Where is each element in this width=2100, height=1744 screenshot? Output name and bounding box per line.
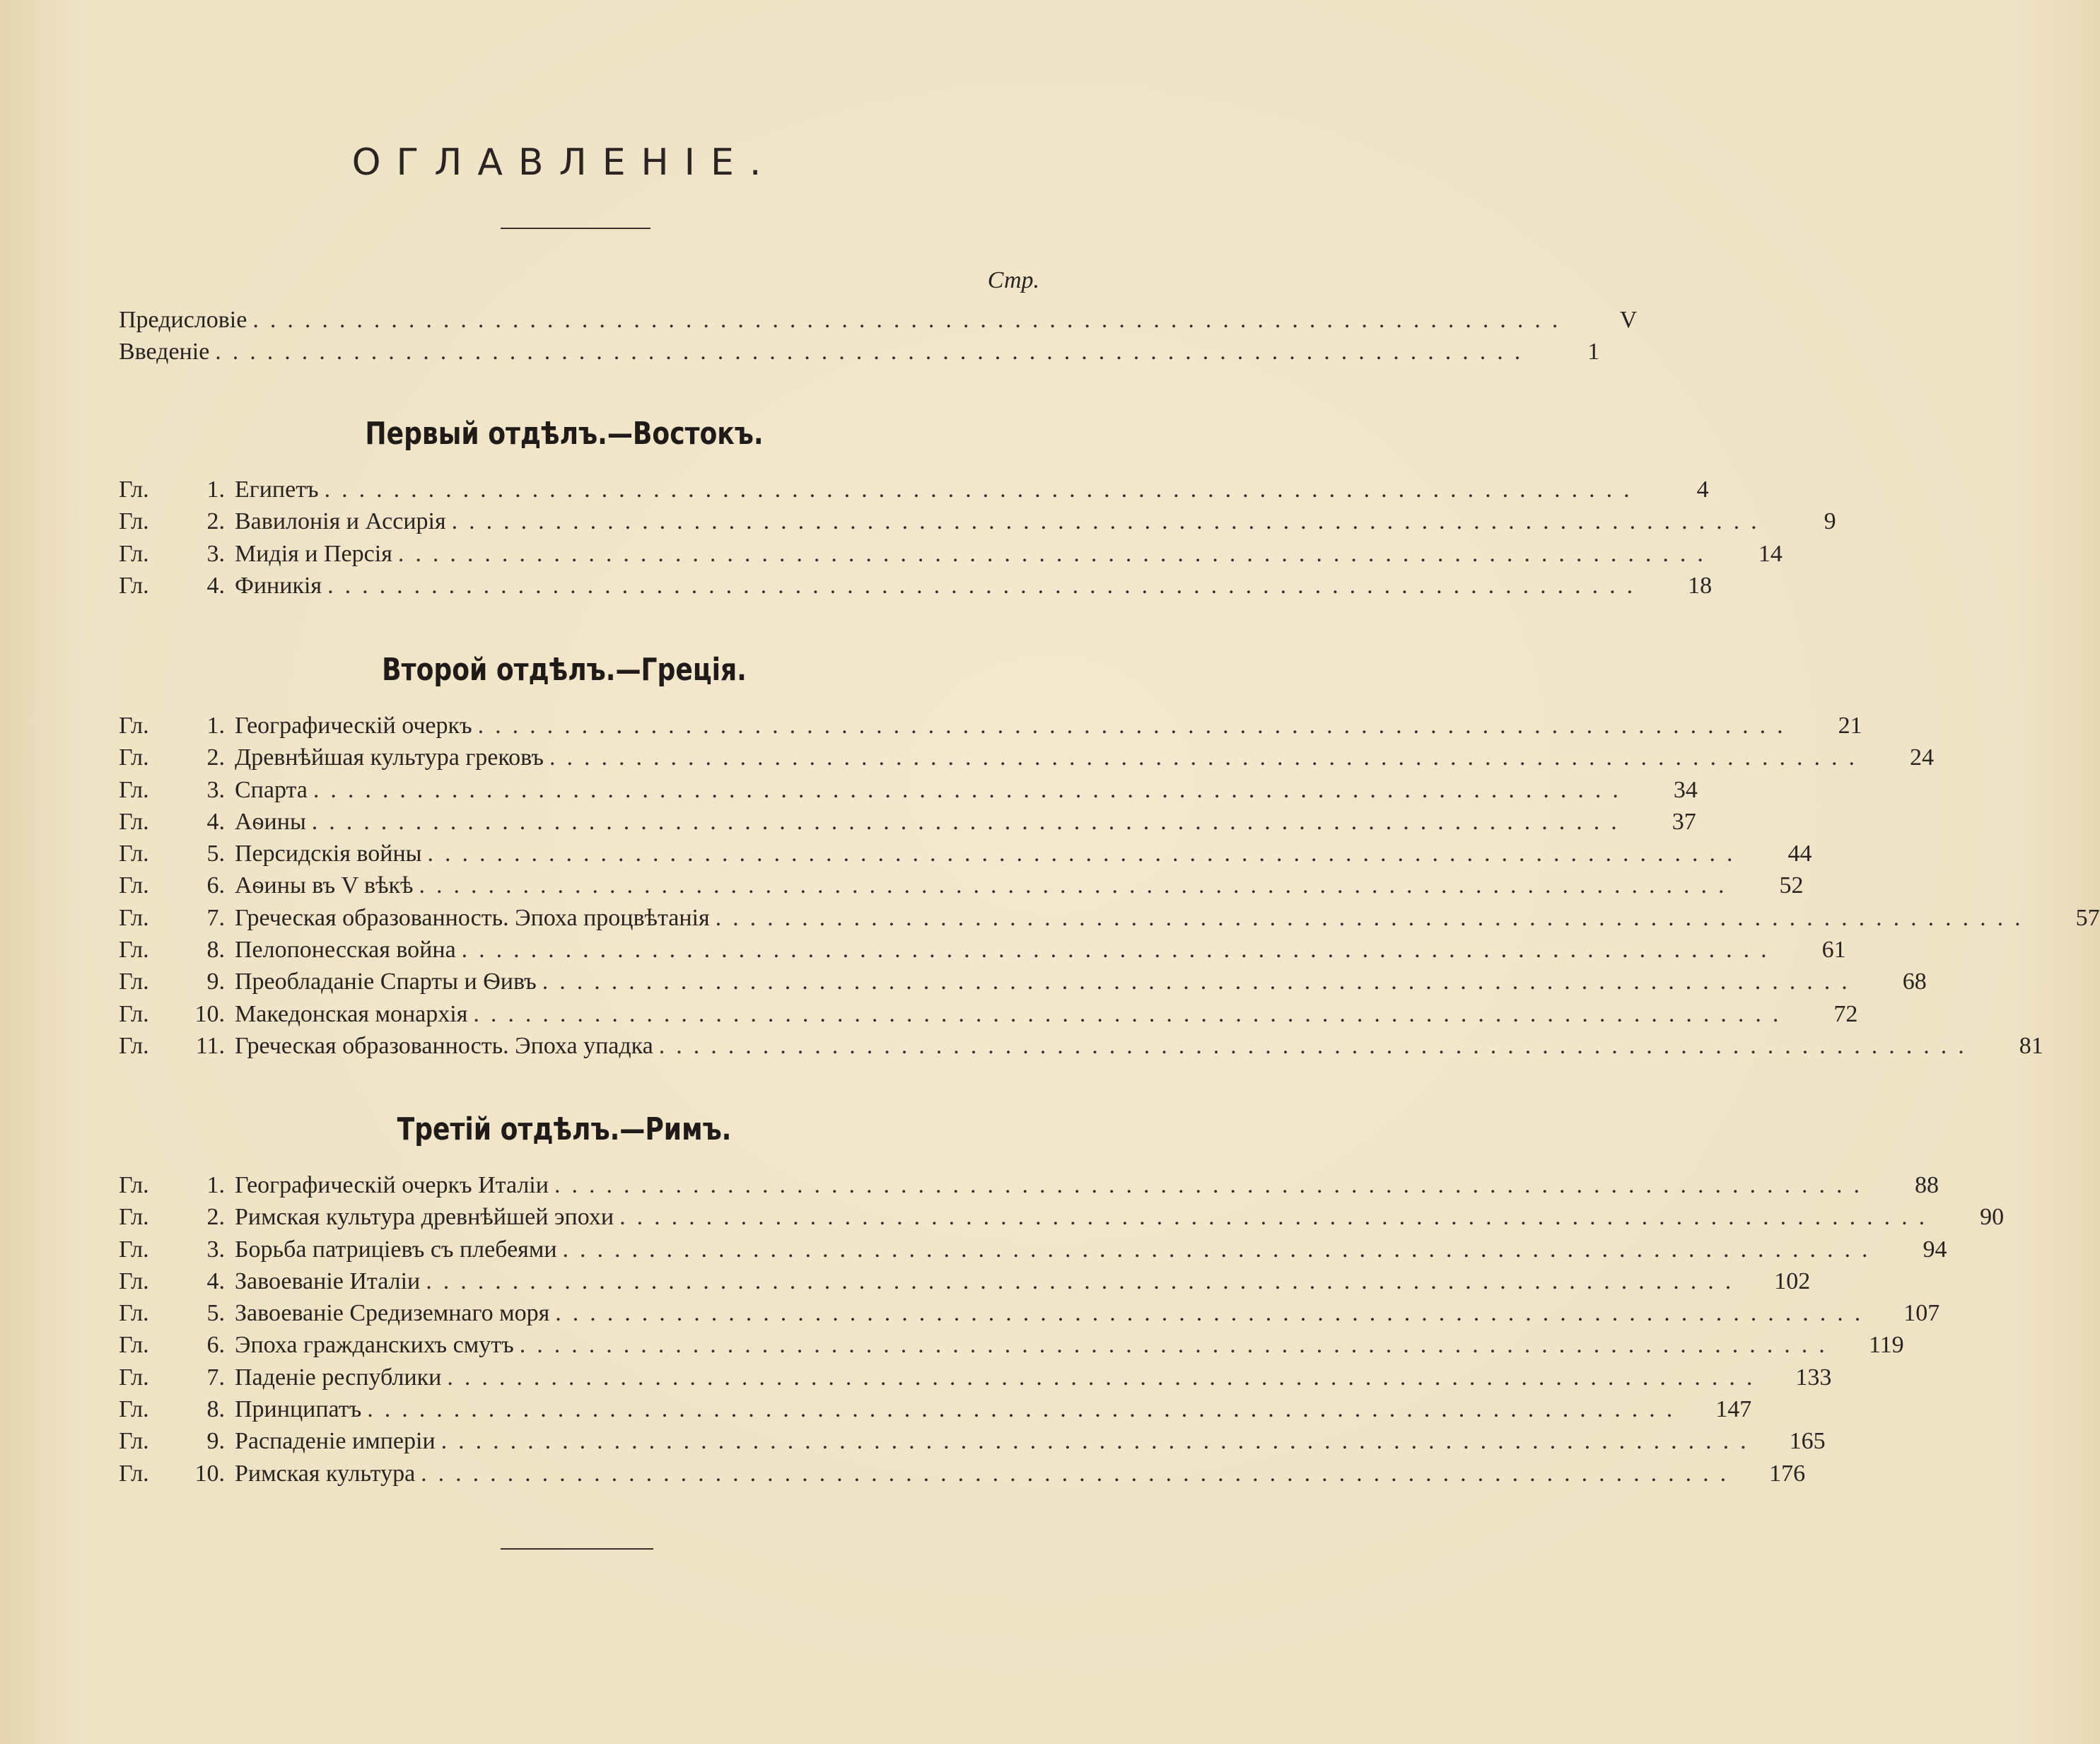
title-rule <box>501 228 651 229</box>
chapter-title: Завоеваніе Средиземнаго моря <box>235 1300 550 1327</box>
chapter-title: Аѳины въ V вѣкѣ <box>235 872 414 899</box>
chapter-number: 8. <box>206 937 225 964</box>
chapter-prefix: Гл. <box>119 904 149 931</box>
chapter-entry[interactable] <box>119 1460 1806 1492</box>
chapter-page: 44 <box>1787 841 1812 867</box>
chapter-prefix: Гл. <box>119 1428 149 1455</box>
chapter-number: 10. <box>194 1460 225 1487</box>
leader-dots: ............................................................................ <box>451 508 1768 535</box>
chapter-entry[interactable] <box>119 1396 1752 1428</box>
chapter-prefix: Гл. <box>119 776 149 803</box>
leader-dots: ............................................................................ <box>447 1364 1764 1391</box>
chapter-prefix: Гл. <box>119 1364 149 1391</box>
chapter-number: 4. <box>206 572 225 599</box>
chapter-entry[interactable] <box>119 904 2100 937</box>
entry-title: Предисловіе <box>119 307 247 333</box>
chapter-prefix: Гл. <box>119 1396 149 1423</box>
chapter-page: 18 <box>1688 572 1713 599</box>
chapter-title: Египетъ <box>235 476 319 503</box>
chapter-title: Географическій очеркъ <box>235 713 472 739</box>
chapter-title: Греческая образованность. Эпоха процвѣтанія <box>235 904 710 931</box>
chapter-number: 5. <box>206 841 225 867</box>
chapter-prefix: Гл. <box>119 476 149 503</box>
chapter-prefix: Гл. <box>119 1172 149 1198</box>
leader-dots: ............................................................................ <box>461 937 1778 964</box>
chapter-prefix: Гл. <box>119 572 149 599</box>
chapter-entry[interactable] <box>119 508 1836 540</box>
chapter-title: Финикія <box>235 572 322 599</box>
chapter-page: 14 <box>1758 540 1783 567</box>
leader-dots: ............................................................................ <box>658 1032 1976 1059</box>
chapter-entry[interactable] <box>119 1300 1940 1332</box>
chapter-entry[interactable] <box>119 744 1934 776</box>
chapter-number: 5. <box>206 1300 225 1327</box>
leader-dots: ............................................................................ <box>549 744 1866 771</box>
leader-dots: ............................................................................ <box>397 540 1715 567</box>
chapter-title: Мидія и Персія <box>235 540 392 567</box>
chapter-entry[interactable] <box>119 1268 1811 1300</box>
page-title: ОГЛАВЛЕНІЕ. <box>351 141 777 184</box>
leader-dots: ............................................................................ <box>367 1396 1684 1423</box>
chapter-prefix: Гл. <box>119 1204 149 1231</box>
chapter-page: 94 <box>1923 1236 1947 1263</box>
chapter-page: 90 <box>1980 1204 2005 1231</box>
front-matter-list <box>119 307 1638 371</box>
leader-dots: ............................................................................ <box>715 904 2032 931</box>
chapter-entry[interactable] <box>119 1332 1904 1364</box>
chapter-title: Древнѣйшая культура грековъ <box>235 744 544 771</box>
chapter-title: Завоеваніе Италіи <box>235 1268 421 1294</box>
chapter-page: 81 <box>2019 1032 2043 1059</box>
chapter-number: 8. <box>206 1396 225 1423</box>
chapter-number: 9. <box>206 968 225 995</box>
chapter-title: Персидскія войны <box>235 841 422 867</box>
chapter-number: 1. <box>206 1172 225 1198</box>
chapter-title: Вавилонія и Ассирія <box>235 508 446 535</box>
chapter-entry[interactable] <box>119 1204 2005 1236</box>
chapter-prefix: Гл. <box>119 872 149 899</box>
leader-dots: ............................................................................ <box>311 808 1628 835</box>
chapter-number: 7. <box>206 904 225 931</box>
chapter-page: 34 <box>1673 776 1698 803</box>
chapter-entry[interactable] <box>119 1032 2043 1065</box>
chapter-list <box>119 1172 2005 1492</box>
chapter-entry[interactable] <box>119 1172 1939 1204</box>
chapter-number: 2. <box>206 508 225 535</box>
chapter-entry[interactable] <box>119 776 1698 809</box>
chapter-title: Македонская монархія <box>235 1000 468 1027</box>
section-heading: Второй отдѣлъ.—Греція. <box>382 652 747 688</box>
chapter-page: 133 <box>1795 1364 1832 1391</box>
chapter-page: 119 <box>1868 1332 1904 1359</box>
chapter-title: Принципатъ <box>235 1396 362 1423</box>
chapter-number: 4. <box>206 808 225 835</box>
chapter-prefix: Гл. <box>119 1236 149 1263</box>
chapter-page: 102 <box>1774 1268 1811 1294</box>
chapter-prefix: Гл. <box>119 1000 149 1027</box>
chapter-prefix: Гл. <box>119 744 149 771</box>
chapter-number: 3. <box>206 776 225 803</box>
chapter-title: Паденіе республики <box>235 1364 442 1391</box>
chapter-number: 2. <box>206 1204 225 1231</box>
closing-rule <box>501 1548 653 1550</box>
chapter-title: Преобладаніе Спарты и Ѳивъ <box>235 968 537 995</box>
chapter-prefix: Гл. <box>119 713 149 739</box>
chapter-number: 1. <box>206 476 225 503</box>
leader-dots: ............................................................................ <box>426 1268 1743 1294</box>
chapter-entry[interactable] <box>119 968 1927 1000</box>
leader-dots: ............................................................................ <box>562 1236 1879 1263</box>
chapter-page: 4 <box>1696 476 1709 503</box>
section-heading: Третій отдѣлъ.—Римъ. <box>397 1111 732 1147</box>
chapter-entry[interactable] <box>119 808 1696 841</box>
leader-dots: ............................................................................ <box>421 1460 1738 1487</box>
chapter-prefix: Гл. <box>119 841 149 867</box>
chapter-prefix: Гл. <box>119 540 149 567</box>
leader-dots: ............................................................................ <box>215 339 1532 365</box>
chapter-number: 3. <box>206 540 225 567</box>
chapter-title: Римская культура древнѣйшей эпохи <box>235 1204 614 1231</box>
chapter-entry[interactable] <box>119 1236 1947 1268</box>
chapter-number: 9. <box>206 1428 225 1455</box>
chapter-prefix: Гл. <box>119 937 149 964</box>
leader-dots: ............................................................................ <box>427 841 1744 867</box>
chapter-number: 11. <box>195 1032 225 1059</box>
front-matter-item[interactable] <box>119 307 1638 339</box>
chapter-prefix: Гл. <box>119 968 149 995</box>
chapter-page: 72 <box>1833 1000 1858 1027</box>
chapter-list <box>119 476 1836 604</box>
chapter-prefix: Гл. <box>119 1032 149 1059</box>
leader-dots: ............................................................................ <box>554 1172 1871 1198</box>
chapter-prefix: Гл. <box>119 1300 149 1327</box>
leader-dots: ............................................................................ <box>519 1332 1836 1359</box>
chapter-number: 4. <box>206 1268 225 1294</box>
leader-dots: ............................................................................ <box>619 1204 1937 1231</box>
chapter-title: Эпоха гражданскихъ смутъ <box>235 1332 514 1359</box>
chapter-entry[interactable] <box>119 572 1713 604</box>
leader-dots: ............................................................................ <box>324 476 1641 503</box>
chapter-page: 147 <box>1715 1396 1752 1423</box>
chapter-number: 1. <box>206 713 225 739</box>
leader-dots: ............................................................................ <box>327 572 1645 599</box>
chapter-number: 6. <box>206 1332 225 1359</box>
chapter-entry[interactable] <box>119 540 1783 573</box>
front-matter-item[interactable] <box>119 339 1600 370</box>
chapter-page: 61 <box>1821 937 1846 964</box>
chapter-page: 21 <box>1838 713 1862 739</box>
leader-dots: ............................................................................ <box>542 968 1859 995</box>
chapter-number: 7. <box>206 1364 225 1391</box>
chapter-page: 165 <box>1789 1428 1826 1455</box>
leader-dots: ............................................................................ <box>473 1000 1790 1027</box>
chapter-entry[interactable] <box>119 1428 1826 1460</box>
chapter-number: 3. <box>206 1236 225 1263</box>
chapter-title: Спарта <box>235 776 308 803</box>
chapter-number: 10. <box>194 1000 225 1027</box>
chapter-title: Географическій очеркъ Италіи <box>235 1172 549 1198</box>
leader-dots: ............................................................................ <box>477 713 1795 739</box>
chapter-page: 24 <box>1909 744 1934 771</box>
leader-dots: ............................................................................ <box>313 776 1630 803</box>
chapter-title: Греческая образованность. Эпоха упадка <box>235 1032 653 1059</box>
chapter-page: 107 <box>1903 1300 1940 1327</box>
chapter-page: 37 <box>1672 808 1696 835</box>
chapter-title: Римская культура <box>235 1460 416 1487</box>
chapter-prefix: Гл. <box>119 508 149 535</box>
chapter-page: 9 <box>1824 508 1836 535</box>
chapter-page: 88 <box>1914 1172 1939 1198</box>
chapter-number: 2. <box>206 744 225 771</box>
chapter-title: Аѳины <box>235 808 306 835</box>
chapter-title: Борьба патриціевъ съ плебеями <box>235 1236 557 1263</box>
chapter-entry[interactable] <box>119 937 1846 968</box>
chapter-entry[interactable] <box>119 1000 1858 1033</box>
chapter-list <box>119 713 2100 1065</box>
chapter-prefix: Гл. <box>119 1332 149 1359</box>
chapter-entry[interactable] <box>119 872 1804 904</box>
chapter-prefix: Гл. <box>119 808 149 835</box>
chapter-prefix: Гл. <box>119 1460 149 1487</box>
chapter-page: 68 <box>1902 968 1927 995</box>
leader-dots: ............................................................................ <box>441 1428 1758 1455</box>
entry-page: V <box>1619 307 1638 333</box>
leader-dots: ............................................................................ <box>419 872 1736 899</box>
chapter-title: Распаденіе имперіи <box>235 1428 436 1455</box>
leader-dots: ............................................................................ <box>555 1300 1872 1327</box>
chapter-entry[interactable] <box>119 841 1812 872</box>
chapter-number: 6. <box>206 872 225 899</box>
chapter-page: 57 <box>2075 904 2100 931</box>
entry-page: 1 <box>1587 339 1600 365</box>
chapter-entry[interactable] <box>119 713 1862 744</box>
chapter-page: 52 <box>1779 872 1804 899</box>
section-heading: Первый отдѣлъ.—Востокъ. <box>365 416 764 452</box>
chapter-title: Пелопонесская война <box>235 937 456 964</box>
entry-title: Введеніе <box>119 339 210 365</box>
leader-dots: ............................................................................ <box>252 307 1570 333</box>
chapter-page: 176 <box>1769 1460 1806 1487</box>
chapter-entry[interactable] <box>119 1364 1832 1396</box>
chapter-entry[interactable] <box>119 476 1709 508</box>
page-column-label: Стр. <box>987 267 1039 293</box>
chapter-prefix: Гл. <box>119 1268 149 1294</box>
